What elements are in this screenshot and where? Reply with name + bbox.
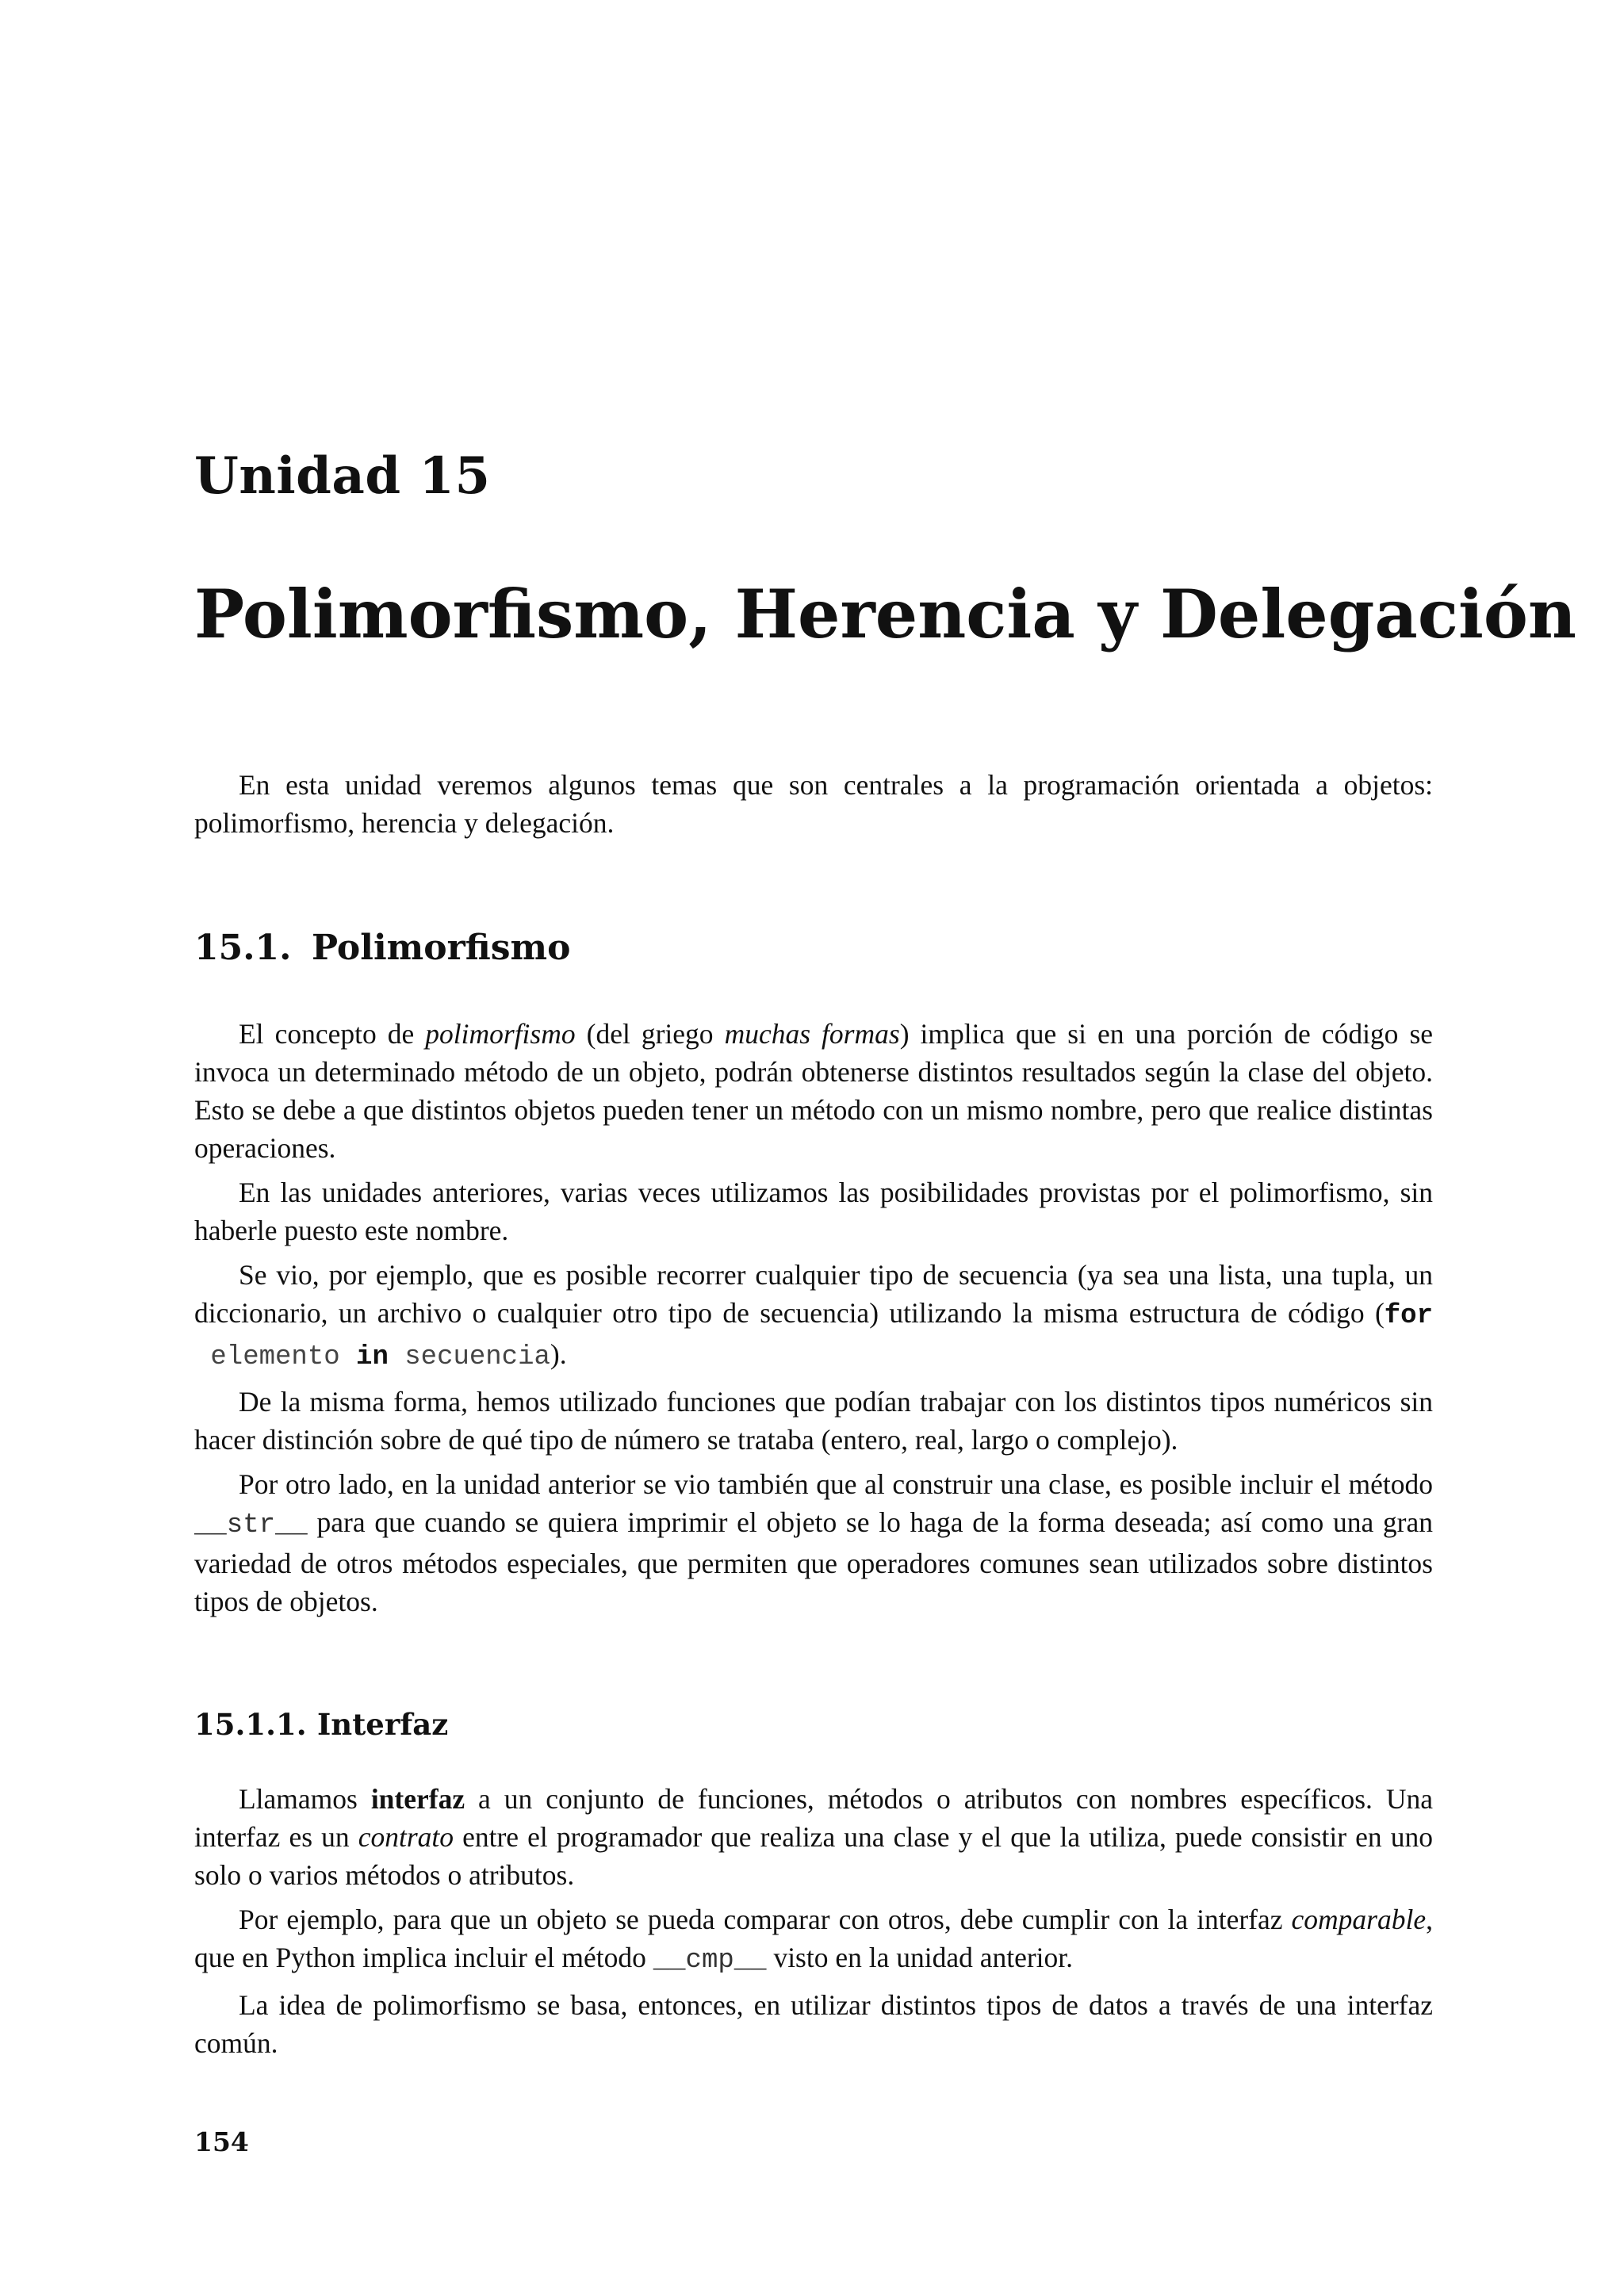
emphasis-text: polimorfismo <box>425 1018 576 1050</box>
code-text: __str__ <box>194 1510 308 1540</box>
subsection-body <box>194 1780 1433 2068</box>
subsection-paragraph-1 <box>194 1780 1433 1894</box>
subsection-paragraph-3: La idea de polimorfismo se basa, entonces, en utilizar distintos tipos de datos a través de una interfaz común. <box>194 1989 1433 2059</box>
text-run: ). <box>550 1338 567 1370</box>
text-run: Por otro lado, en la unidad anterior se vio también que al construir una clase, es posible incluir el método <box>239 1468 1433 1500</box>
intro-paragraph: En esta unidad veremos algunos temas que son centrales a la programación orientada a objetos: polimorfismo, herencia y delegación. <box>194 769 1433 839</box>
subsection-heading <box>194 1707 448 1742</box>
emphasis-text: comparable <box>1291 1904 1427 1935</box>
code-text: elemento <box>194 1342 357 1372</box>
text-run: para que cuando se quiera imprimir el objeto se lo haga de la forma deseada; así como una gran variedad de otros métodos especiales, que permiten que operadores comunes sean utilizados sobre distintos tipos de objetos. <box>194 1506 1433 1617</box>
section-paragraph-5 <box>194 1465 1433 1621</box>
code-text: __cmp__ <box>653 1946 767 1976</box>
section-number: 15.1. <box>194 928 292 968</box>
section-heading <box>194 928 570 968</box>
code-text: secuencia <box>388 1342 550 1372</box>
subsection-title: Interfaz <box>317 1707 449 1742</box>
section-body <box>194 1015 1433 1627</box>
text-run: Llamamos <box>239 1783 371 1815</box>
text-run: El concepto de <box>239 1018 426 1050</box>
bold-text: interfaz <box>370 1783 465 1815</box>
text-run: ) implica que si en una porción de código se invoca un determinado método de un objeto, podrán obtenerse distintos resultados según la clase del objeto. Esto se debe a que distintos objetos pueden tener un método con un mismo nombre, pero que realice distintas operaciones. <box>194 1018 1434 1164</box>
emphasis-text: muchas formas <box>724 1018 900 1050</box>
subsection-paragraph-2 <box>194 1900 1433 1980</box>
text-run: visto en la unidad anterior. <box>766 1942 1074 1973</box>
section-paragraph-3 <box>194 1256 1433 1376</box>
subsection-number: 15.1.1. <box>194 1707 307 1742</box>
text-run: entre el programador que realiza una clase y el que la utiliza, puede consistir en uno solo o varios métodos o atributos. <box>194 1821 1433 1891</box>
chapter-title: Polimorfismo, Herencia y Delegación <box>194 575 1576 653</box>
text-run: Por ejemplo, para que un objeto se pueda comparar con otros, debe cumplir con la interfaz <box>239 1904 1292 1935</box>
emphasis-text: contrato <box>358 1821 454 1853</box>
unit-label: Unidad 15 <box>194 446 491 506</box>
section-paragraph-4: De la misma forma, hemos utilizado funciones que podían trabajar con los distintos tipos numéricos sin hacer distinción sobre de qué tipo de número se trataba (entero, real, largo o complejo). <box>194 1386 1433 1456</box>
code-keyword: in <box>356 1342 389 1372</box>
code-keyword: for <box>1384 1301 1433 1331</box>
page-number: 154 <box>194 2126 249 2157</box>
intro-block <box>194 766 1433 848</box>
text-run: a un conjunto de funciones, métodos o atributos con nombres específicos. Una interfaz es un <box>194 1783 1433 1853</box>
section-paragraph-2: En las unidades anteriores, varias veces utilizamos las posibilidades provistas por el polimorfismo, sin haberle puesto este nombre. <box>194 1177 1433 1246</box>
section-title: Polimorfismo <box>312 928 571 968</box>
text-run: , que en Python implica incluir el método <box>194 1904 1433 1973</box>
text-run: (del griego <box>575 1018 725 1050</box>
section-paragraph-1 <box>194 1015 1433 1167</box>
text-run: Se vio, por ejemplo, que es posible recorrer cualquier tipo de secuencia (ya sea una lista, una tupla, un diccionario, un archivo o cualquier otro tipo de secuencia) utilizando la misma estructura de código ( <box>194 1259 1433 1329</box>
